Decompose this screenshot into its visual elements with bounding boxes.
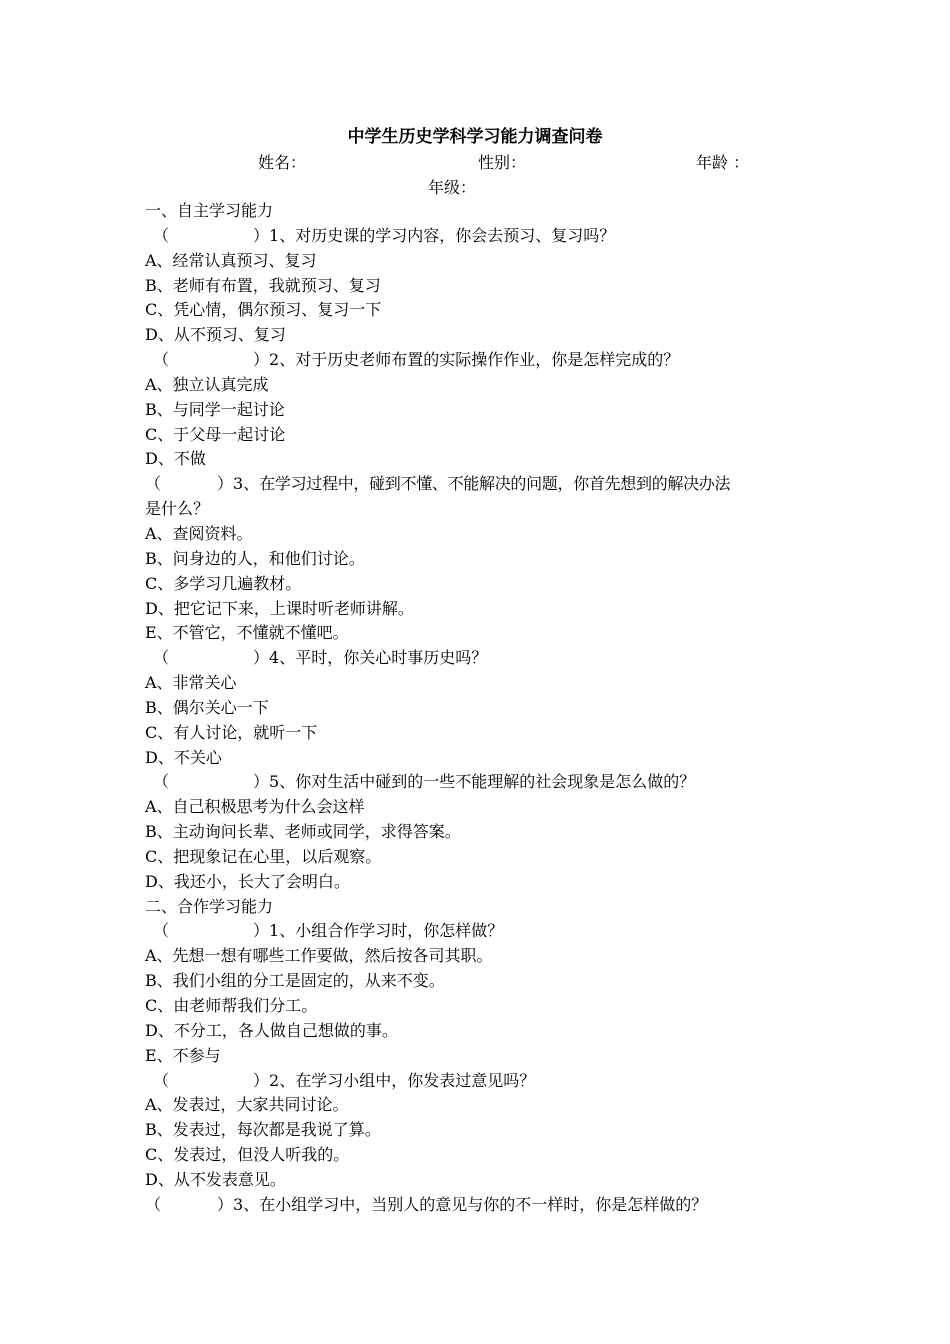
answer-paren-close: ） xyxy=(253,225,270,245)
questionnaire-body xyxy=(145,199,825,1218)
option-item: D、把它记下来，上课时听老师讲解。 xyxy=(145,598,414,618)
option-item: A、独立认真完成 xyxy=(145,374,269,394)
option-item: B、偶尔关心一下 xyxy=(145,697,269,717)
answer-paren-close: ） xyxy=(253,772,270,792)
answer-paren-close: ） xyxy=(253,648,270,668)
option-item: C、有人讨论，就听一下 xyxy=(145,722,318,742)
option-item: D、从不预习、复习 xyxy=(145,325,286,345)
answer-paren-close: ） xyxy=(253,350,270,370)
answer-paren-open: （ xyxy=(153,772,170,792)
option-item: D、不分工，各人做自己想做的事。 xyxy=(145,1020,398,1040)
question-number: 2、 xyxy=(269,1070,296,1090)
question-text: 在小组学习中，当别人的意见与你的不一样时，你是怎样做的？ xyxy=(259,1194,708,1214)
option-item: E、不参与 xyxy=(145,1045,221,1065)
option-item: C、把现象记在心里，以后观察。 xyxy=(145,846,382,866)
age-label: 年龄 ： xyxy=(696,153,750,172)
question-text: 在学习过程中，碰到不懂、不能解决的问题，你首先想到的解决办法 xyxy=(259,474,731,494)
option-item: B、老师有布置，我就预习、复习 xyxy=(145,275,381,295)
name-label: 姓名： xyxy=(258,153,307,172)
option-item: C、于父母一起讨论 xyxy=(145,424,286,444)
option-item: C、凭心情，偶尔预习、复习一下 xyxy=(145,300,382,320)
option-item: A、非常关心 xyxy=(145,673,237,693)
grade-label: 年级： xyxy=(428,178,477,197)
option-item: B、主动询问长辈、老师或同学，求得答案。 xyxy=(145,822,461,842)
option-item: A、先想一想有哪些工作要做，然后按各司其职。 xyxy=(145,946,493,966)
question-number: 5、 xyxy=(269,772,296,792)
question-number: 2、 xyxy=(269,350,296,370)
option-item: C、由老师帮我们分工。 xyxy=(145,996,318,1015)
question-text-continued: 是什么？ xyxy=(145,499,210,519)
section-heading: 一、自主学习能力 xyxy=(145,201,274,220)
question-text: 你对生活中碰到的一些不能理解的社会现象是怎么做的？ xyxy=(295,772,696,792)
gender-label: 性别： xyxy=(478,153,527,172)
answer-paren-close: ） xyxy=(217,1194,234,1214)
option-item: C、多学习几遍教材。 xyxy=(145,573,302,593)
question-line xyxy=(145,770,825,795)
answer-paren-open: （ xyxy=(153,648,170,668)
question-line xyxy=(145,1193,825,1218)
answer-paren-close: ） xyxy=(217,474,234,494)
option-item: B、发表过，每次都是我说了算。 xyxy=(145,1120,381,1140)
option-item: B、我们小组的分工是固定的，从来不变。 xyxy=(145,971,445,991)
option-item: B、与同学一起讨论 xyxy=(145,399,285,419)
question-text: 在学习小组中，你发表过意见吗？ xyxy=(295,1070,536,1090)
option-item: C、发表过，但没人听我的。 xyxy=(145,1145,350,1165)
question-line xyxy=(145,919,825,944)
answer-paren-open: （ xyxy=(153,1070,170,1090)
question-text: 小组合作学习时，你怎样做？ xyxy=(295,921,504,941)
option-item: D、从不发表意见。 xyxy=(145,1169,286,1189)
question-line xyxy=(145,646,825,671)
option-item: D、不做 xyxy=(145,449,206,469)
question-line xyxy=(145,224,825,249)
option-item: A、查阅资料。 xyxy=(145,523,253,543)
option-item: D、不关心 xyxy=(145,747,222,767)
page-title: 中学生历史学科学习能力调查问卷 xyxy=(347,127,603,147)
answer-paren-open: （ xyxy=(153,921,170,941)
option-item: D、我还小，长大了会明白。 xyxy=(145,871,350,891)
answer-paren-open: （ xyxy=(153,225,170,245)
answer-paren-open: （ xyxy=(145,474,162,494)
question-text: 对历史课的学习内容，你会去预习、复习吗？ xyxy=(295,225,616,245)
answer-paren-open: （ xyxy=(145,1194,162,1214)
question-number: 3、 xyxy=(233,1194,260,1214)
question-number: 1、 xyxy=(269,921,296,941)
question-number: 4、 xyxy=(269,648,296,668)
option-item: E、不管它，不懂就不懂吧。 xyxy=(145,623,349,643)
answer-paren-open: （ xyxy=(153,350,170,370)
question-line xyxy=(145,1069,825,1094)
question-line xyxy=(145,472,825,497)
section-heading: 二、合作学习能力 xyxy=(145,896,274,916)
question-number: 1、 xyxy=(269,225,296,245)
question-number: 3、 xyxy=(233,474,260,494)
option-item: A、自己积极思考为什么会这样 xyxy=(145,797,365,817)
question-text: 平时，你关心时事历史吗？ xyxy=(295,648,488,668)
info-row xyxy=(0,150,950,176)
option-item: A、发表过，大家共同讨论。 xyxy=(145,1095,349,1115)
answer-paren-close: ） xyxy=(253,921,270,941)
option-item: B、问身边的人，和他们讨论。 xyxy=(145,548,365,568)
question-text: 对于历史老师布置的实际操作作业，你是怎样完成的？ xyxy=(295,350,680,370)
option-item: A、经常认真预习、复习 xyxy=(145,250,317,270)
question-line xyxy=(145,348,825,373)
answer-paren-close: ） xyxy=(253,1070,270,1090)
